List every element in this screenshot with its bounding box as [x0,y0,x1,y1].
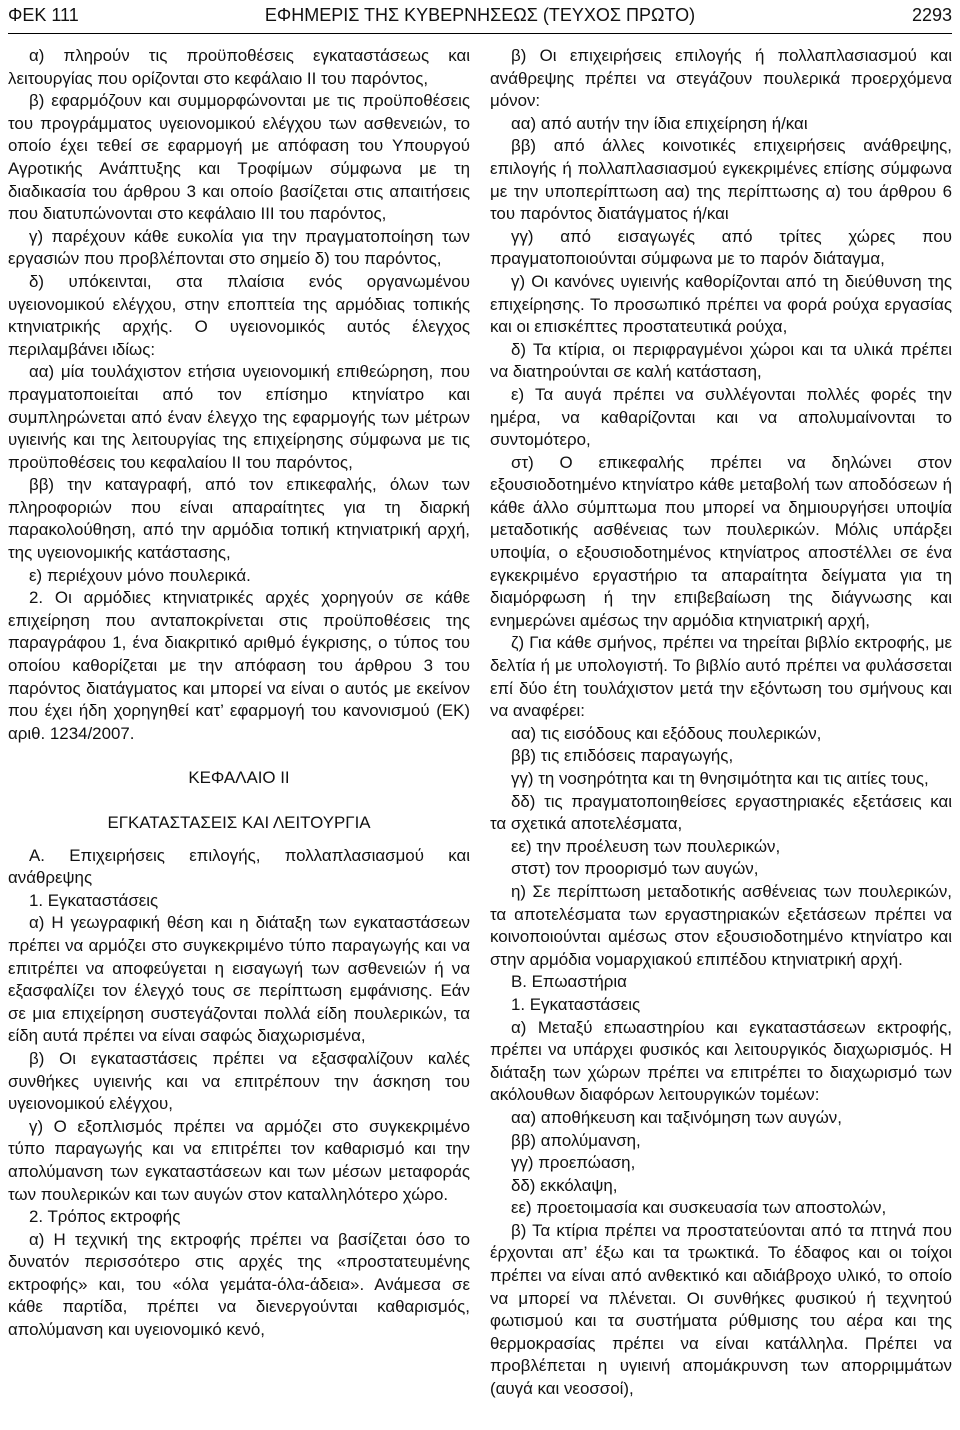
paragraph: εε) προετοιμασία και συσκευασία των αποστολών, [511,1198,887,1218]
subsection-heading: 2. Τρόπος εκτροφής [29,1207,181,1227]
page-number: 2293 [911,5,952,25]
paragraph: ββ) τις επιδόσεις παραγωγής, [511,746,734,766]
paragraph: στστ) τον προορισμό των αυγών, [511,859,759,879]
subsection-heading: 1. Εγκαταστάσεις [29,890,159,910]
paragraph: β) Τα κτίρια πρέπει να προστατεύονται από τα πτηνά που έρχονται απ’ έξω και τα τρωκτικά. Το έδαφος και οι τοίχοι πρέπει να είναι από ανθεκτικό και αδιάβροχο υλικό, το οποίο να μπορεί να πλένεται. Οι συνθήκες φυσικού ή τεχνητού φωτισμού και τα συστήματα ρύθμισης του αέρα και της θερμοκρασίας πρέπει να είναι κατάλληλα. Πρέπει να προβλέπεται η υγιεινή απομάκρυνση των απορριμμάτων (αυγά και νεοσσοί), [490,1220,952,1399]
paragraph: β) εφαρμόζουν και συμμορφώνονται με τις προϋποθέσεις του προγράμματος υγειονομικού ελέγχου των ασθενειών, το οποίο έχει τεθεί σε εφαρμογή με απόφαση του Υπουργού Αγροτικής Ανάπτυξης και Τροφίμων σύμφωνα με τη διαδικασία του άρθρου 3 και οποίο βασίζεται στις απαιτήσεις που διατυπώνονται στο κεφάλαιο ΙΙΙ του παρόντος, [8,91,470,224]
paragraph: ββ) την καταγραφή, από τον επικεφαλής, όλων των πληροφοριών που είναι απαραίτητες για τη διαρκή παρακολούθηση, από την αρμόδια τοπική κτηνιατρική αρχή, της υγειονομικής κατάστασης, [8,475,470,563]
chapter-number: ΚΕΦΑΛΑΙΟ ΙΙ [188,768,290,788]
header-rule [8,33,952,34]
right-column [490,45,952,1425]
paragraph: ε) Τα αυγά πρέπει να συλλέγονται πολλές φορές την ημέρα, να καθαρίζονται και να απολυμαίνονται το συντομότερο, [490,384,952,450]
paragraph: β) Οι επιχειρήσεις επιλογής ή πολλαπλασιασμού και ανάθρεψης πρέπει να στεγάζουν πουλερικά προερχόμενα μόνον: [490,46,952,111]
paragraph: δδ) τις πραγματοποιηθείσες εργαστηριακές εξετάσεις και τα σχετικά αποτελέσματα, [490,791,952,834]
section-heading: Β. Επωαστήρια [511,972,627,992]
paragraph: ββ) από άλλες κοινοτικές επιχειρήσεις ανάθρεψης, επιλογής ή πολλαπλασιασμού εγκεκριμένες επίσης σύμφωνα με την υποπερίπτωση αα) της περίπτωσης α) του άρθρου 6 του παρόντος διατάγματος ή/και [490,136,952,224]
paragraph: ε) περιέχουν μόνο πουλερικά. [29,565,251,585]
paragraph: αα) μία τουλάχιστον ετήσια υγειονομική επιθεώρηση, που πραγματοποιείται από τον επίσημο κτηνίατρο και συμπληρώνεται από έναν έλεγχο της εφαρμογής των μέτρων υγιεινής και της λειτουργίας της επιχείρησης σύμφωνα με τις προϋποθέσεις του κεφαλαίου ΙΙ του παρόντος, [8,362,470,472]
paragraph: γγ) προεπώαση, [511,1153,636,1173]
paragraph: α) Η γεωγραφική θέση και η διάταξη των εγκαταστάσεων πρέπει να αρμόζει στο συγκεκριμένο τύπο παραγωγής και να επιτρέπει να αποφεύγεται η εισαγωγή των ασθενειών ή να εξασφαλίζει τον έλεγχό τους σε περίπτωση εμφάνισης. Εάν σε μια επιχείρηση συστεγάζονται πολλά είδη πουλερικών, τα είδη αυτά πρέπει να είναι σαφώς διαχωρισμένα, [8,913,470,1046]
paragraph: 2. Οι αρμόδιες κτηνιατρικές αρχές χορηγούν σε κάθε επιχείρηση που ανταποκρίνεται στις προϋποθέσεις της παραγράφου 1, ένα διακριτικό αριθμό έγκρισης, ο τύπος του οποίου καθορίζεται με την απόφαση του άρθρου 3 του παρόντος διατάγματος και μπορεί να είναι ο αυτός με εκείνον που έχει ήδη χορηγηθεί κατ’ εφαρμογή του κανονισμού (ΕΚ) αριθ. 1234/2007. [8,588,470,743]
left-column [8,45,470,1425]
paragraph: δδ) εκκόλαψη, [511,1175,618,1195]
paragraph: αα) από αυτήν την ίδια επιχείρηση ή/και [511,113,808,133]
subsection-heading: 1. Εγκαταστάσεις [511,994,641,1014]
gazette-title: ΕΦΗΜΕΡΙΣ ΤΗΣ ΚΥΒΕΡΝΗΣΕΩΣ (ΤΕΥΧΟΣ ΠΡΩΤΟ) [264,5,696,25]
paragraph: γ) Οι κανόνες υγιεινής καθορίζονται από τη διεύθυνση της επιχείρησης. Το προσωπικό πρέπει να φορά ρούχα εργασίας και οι επισκέπτες προστατευτικά ρούχα, [490,271,952,337]
paragraph: γ) παρέχουν κάθε ευκολία για την πραγματοποίηση των εργασιών που προβλέπονται στο σημείο δ) του παρόντος, [8,226,470,269]
paragraph: γγ) τη νοσηρότητα και τη θνησιμότητα και τις αιτίες τους, [511,769,929,788]
paragraph: ζ) Για κάθε σμήνος, πρέπει να τηρείται βιβλίο εκτροφής, με δελτία ή με υπολογιστή. Το βιβλίο αυτό πρέπει να φυλάσσεται επί δύο έτη τουλάχιστον μετά την εξόντωση του σμήνους και να αναφέρει: [490,633,952,721]
paragraph: α) Μεταξύ επωαστηρίου και εγκαταστάσεων εκτροφής, πρέπει να υπάρχει φυσικός και λειτουργικός διαχωρισμός. Η διάταξη των χώρων πρέπει να επιτρέπει το διαχωρισμό των ακόλουθων διαφόρων λειτουργικών τομέων: [490,1017,952,1105]
paragraph: γ) Ο εξοπλισμός πρέπει να αρμόζει στο συγκεκριμένο τύπο παραγωγής και να επιτρέπει τον καθαρισμό και την απολύμανση των εγκαταστάσεων και των μέσων μεταφοράς των πουλερικών και των αυγών στον καταλληλότερο χώρο. [8,1116,470,1204]
paragraph: αα) τις εισόδους και εξόδους πουλερικών, [511,723,822,743]
paragraph: α) πληρούν τις προϋποθέσεις εγκαταστάσεως και λειτουργίας που ορίζονται στο κεφάλαιο ΙΙ του παρόντος, [8,46,470,88]
issue-number: ΦΕΚ 111 [8,5,79,25]
paragraph: β) Οι εγκαταστάσεις πρέπει να εξασφαλίζουν καλές συνθήκες υγιεινής και να επιτρέπουν την άσκηση του υγειονομικού ελέγχου, [8,1048,470,1114]
paragraph: ββ) απολύμανση, [511,1130,641,1150]
paragraph: στ) Ο επικεφαλής πρέπει να δηλώνει στον εξουσιοδοτημένο κτηνίατρο κάθε μεταβολή των αποδόσεων ή κάθε άλλο σύμπτωμα που μπορεί να δημιουργήσει υποψία μεταδοτικής ασθένειας των πουλερικών. Μόλις υπάρξει υποψία, ο εξουσιοδοτημένος κτηνίατρος αποστέλλει σε ένα εγκεκριμένο εργαστήριο τα απαραίτητα δείγματα για τη διαμόρφωση ή την επιβεβαίωση της διάγνωσης και ενημερώνει αμέσως την αρμόδια κτηνιατρική αρχή, [490,452,952,630]
paragraph: α) Η τεχνική της εκτροφής πρέπει να βασίζεται όσο το δυνατόν περισσότερο στις αρχές της «προστατευμένης εκτροφής» και, του «όλα γεμάτα-όλα-άδεια». Ανάμεσα σε κάθε παρτίδα, πρέπει να διενεργούνται καθαρισμός, απολύμανση και υγειονομικό κενό, [8,1229,470,1340]
paragraph: εε) την προέλευση των πουλερικών, [511,836,781,856]
paragraph: αα) αποθήκευση και ταξινόμηση των αυγών, [511,1107,842,1127]
paragraph: γγ) από εισαγωγές από τρίτες χώρες που πραγματοποιούνται σύμφωνα με το παρόν διάταγμα, [490,226,952,269]
section-heading: Α. Επιχειρήσεις επιλογής, πολλαπλασιασμού και ανάθρεψης [8,845,470,888]
chapter-title: ΕΓΚΑΤΑΣΤΑΣΕΙΣ ΚΑΙ ΛΕΙΤΟΥΡΓΙΑ [107,813,371,832]
paragraph: δ) υπόκεινται, στα πλαίσια ενός οργανωμένου υγειονομικού ελέγχου, στην εποπτεία της αρμόδιας τοπικής κτηνιατρικής αρχής. Ο υγειονομικός αυτός έλεγχος περιλαμβάνει ιδίως: [8,271,470,359]
page-header [8,4,952,26]
paragraph: δ) Τα κτίρια, οι περιφραγμένοι χώροι και τα υλικά πρέπει να διατηρούνται σε καλή κατάσταση, [490,339,952,382]
paragraph: η) Σε περίπτωση μεταδοτικής ασθένειας των πουλερικών, τα αποτελέσματα των εργαστηριακών εξετάσεων πρέπει να κοινοποιούνται αμέσως στον εξουσιοδοτημένο κτηνίατρο και στην αρμόδια νομαρχιακού επιπέδου κτηνιατρική αρχή. [490,881,952,969]
